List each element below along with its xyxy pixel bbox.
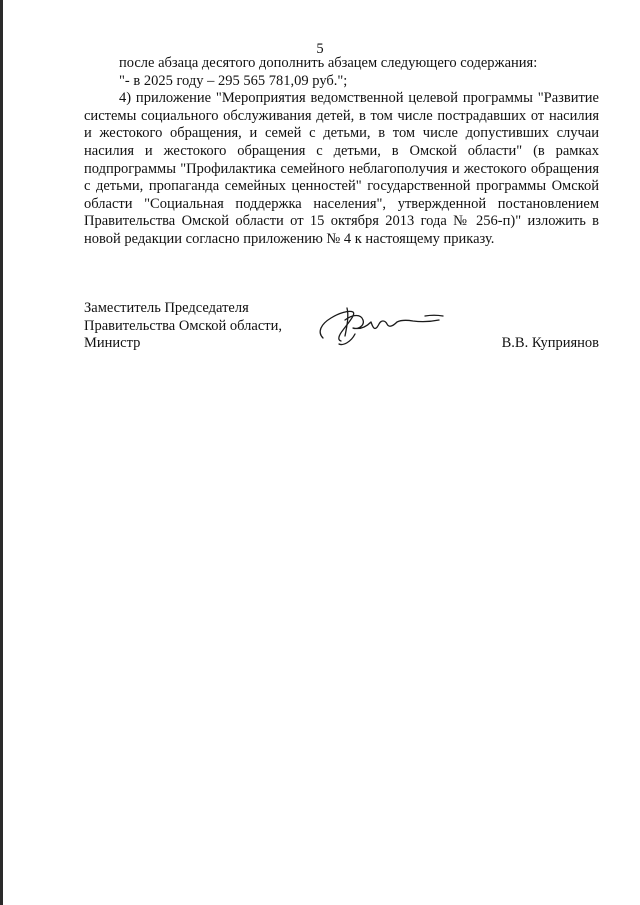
page-number: 5 [316,41,324,57]
signatory-position-line-3: Министр [84,335,141,352]
signatory-position-line-2: Правительства Омской области, [84,317,282,334]
paragraph-amendment-value: "- в 2025 году – 295 565 781,09 руб."; [119,72,348,89]
signatory-position [84,300,282,353]
document-body [84,55,599,249]
scan-left-edge [0,0,3,905]
paragraph-item-4: 4) приложение "Мероприятия ведомственной целевой программы "Развитие системы социального обслуживания детей, в том числе пострадавших от насилия и жестокого обращения, и семей с детьми, в том числе допустивших случаи насилия и жестокого обращения с детьми, в Омской области" (в рамках подпрограммы "Профилактика семейного неблагополучия и жестокого обращения с детьми, пропаганда семейных ценностей" государственной программы Омской области "Социальная поддержка населения", утвержденной постановлением Правительства Омской области от 15 октября 2013 года № 256-п)" изложить в новой редакции согласно приложению № 4 к настоящему приказу. [84,90,599,247]
signature-block [84,300,599,360]
signatory-name: В.В. Куприянов [501,335,599,351]
paragraph-amendment-intro: после абзаца десятого дополнить абзацем следующего содержания: [119,55,538,71]
handwritten-signature [309,300,449,348]
signatory-position-line-1: Заместитель Председателя [84,300,249,316]
